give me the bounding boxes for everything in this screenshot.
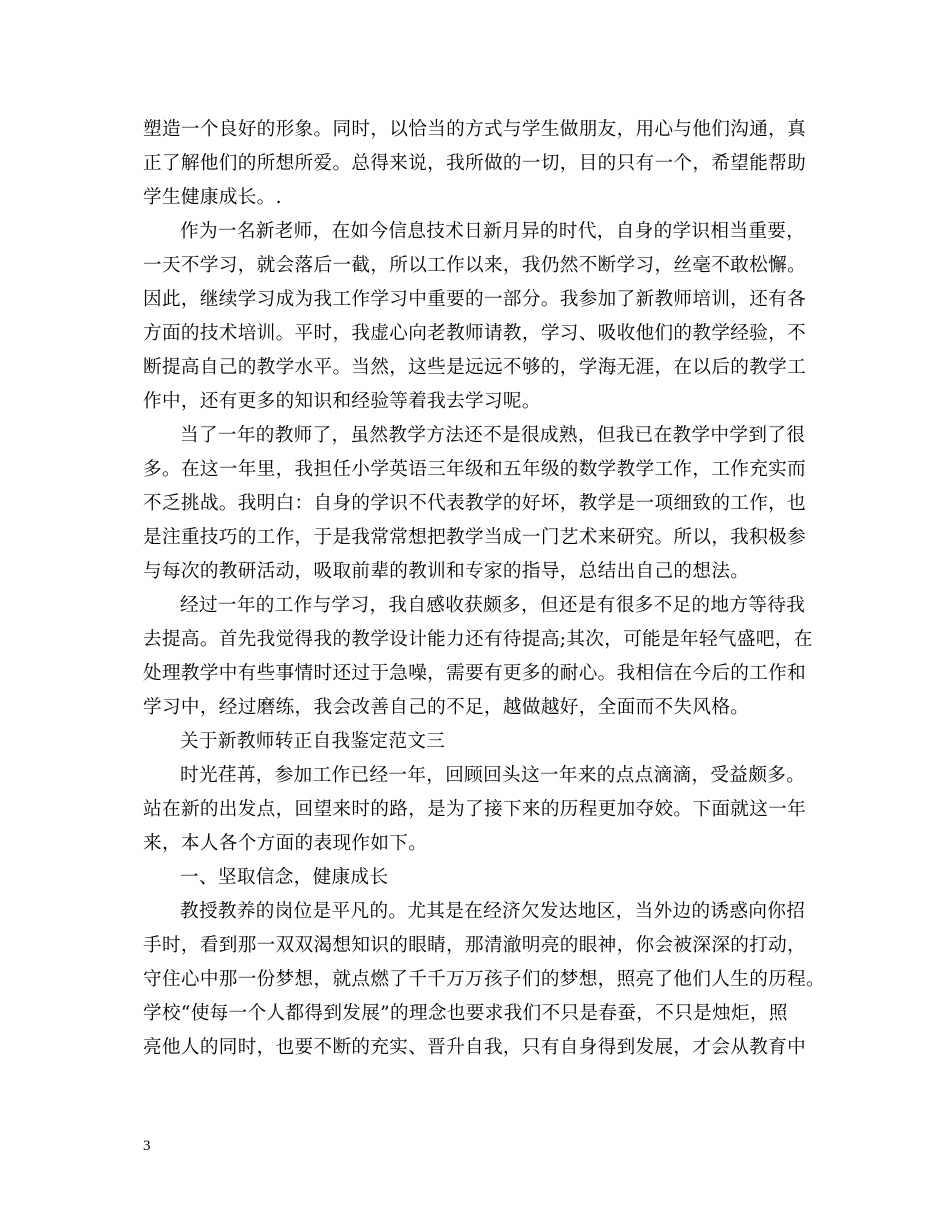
- text-line: 与每次的教研活动，吸取前辈的教训和专家的指导，总结出自己的想法。: [143, 561, 750, 582]
- text-line: 塑造一个良好的形象。同时，以恰当的方式与学生做朋友，用心与他们沟通，真: [143, 119, 807, 140]
- text-line: 当了一年的教师了，虽然教学方法还不是很成熟，但我已在教学中学到了很: [180, 425, 806, 446]
- text-line: 守住心中那一份梦想，就点燃了千千万万孩子们的梦想，照亮了他们人生的历程。: [143, 969, 825, 990]
- text-line: 去提高。首先我觉得我的教学设计能力还有待提高;其次，可能是年轻气盛吧，在: [143, 629, 813, 650]
- text-line: 方面的技术培训。平时，我虚心向老教师请教，学习、吸收他们的教学经验，不: [143, 323, 807, 344]
- text-line: 多。在这一年里，我担任小学英语三年级和五年级的数学教学工作，工作充实而: [143, 459, 807, 480]
- text-line: 手时，看到那一双双渴想知识的眼睛，那清澈明亮的眼神，你会被深深的打动，: [143, 935, 807, 956]
- text-line: 学校“使每一个人都得到发展”的理念也要求我们不只是春蚕，不只是烛炬，照: [143, 1003, 788, 1024]
- page-number: 3: [143, 1138, 151, 1154]
- text-line: 作中，还有更多的知识和经验等着我去学习呢。: [143, 391, 541, 412]
- section-heading: 关于新教师转正自我鉴定范文三: [180, 731, 446, 752]
- text-line: 处理教学中有些事情时还过于急噪，需要有更多的耐心。我相信在今后的工作和: [143, 663, 807, 684]
- text-line: 作为一名新老师，在如今信息技术日新月异的时代，自身的学识相当重要，: [180, 221, 806, 242]
- text-line: 不乏挑战。我明白：自身的学识不代表教学的好坏，教学是一项细致的工作，也: [143, 493, 807, 514]
- text-line: 来，本人各个方面的表现作如下。: [143, 833, 428, 854]
- text-line: 因此，继续学习成为我工作学习中重要的一部分。我参加了新教师培训，还有各: [143, 289, 807, 310]
- text-line: 学习中，经过磨练，我会改善自己的不足，越做越好，全面而不失风格。: [143, 697, 750, 718]
- body-text: [143, 113, 825, 1065]
- text-line: 是注重技巧的工作，于是我常常想把教学当成一门艺术来研究。所以，我积极参: [143, 527, 807, 548]
- text-line: 亮他人的同时，也要不断的充实、晋升自我，只有自身得到发展，才会从教育中: [143, 1037, 807, 1058]
- text-line: 断提高自己的教学水平。当然，这些是远远不够的，学海无涯，在以后的教学工: [143, 357, 807, 378]
- text-line: 时光荏苒，参加工作已经一年，回顾回头这一年来的点点滴滴，受益颇多。: [180, 765, 806, 786]
- text-line: 学生健康成长。.: [143, 187, 282, 208]
- text-line: 一天不学习，就会落后一截，所以工作以来，我仍然不断学习，丝毫不敢松懈。: [143, 255, 807, 276]
- text-line: 经过一年的工作与学习，我自感收获颇多，但还是有很多不足的地方等待我: [180, 595, 806, 616]
- text-line: 站在新的出发点，回望来时的路，是为了接下来的历程更加夺姣。下面就这一年: [143, 799, 807, 820]
- subsection-heading: 一、坚取信念，健康成长: [180, 867, 389, 888]
- text-line: 教授教养的岗位是平凡的。尤其是在经济欠发达地区，当外边的诱惑向你招: [180, 901, 806, 922]
- text-line: 正了解他们的所想所爱。总得来说，我所做的一切，目的只有一个，希望能帮助: [143, 153, 807, 174]
